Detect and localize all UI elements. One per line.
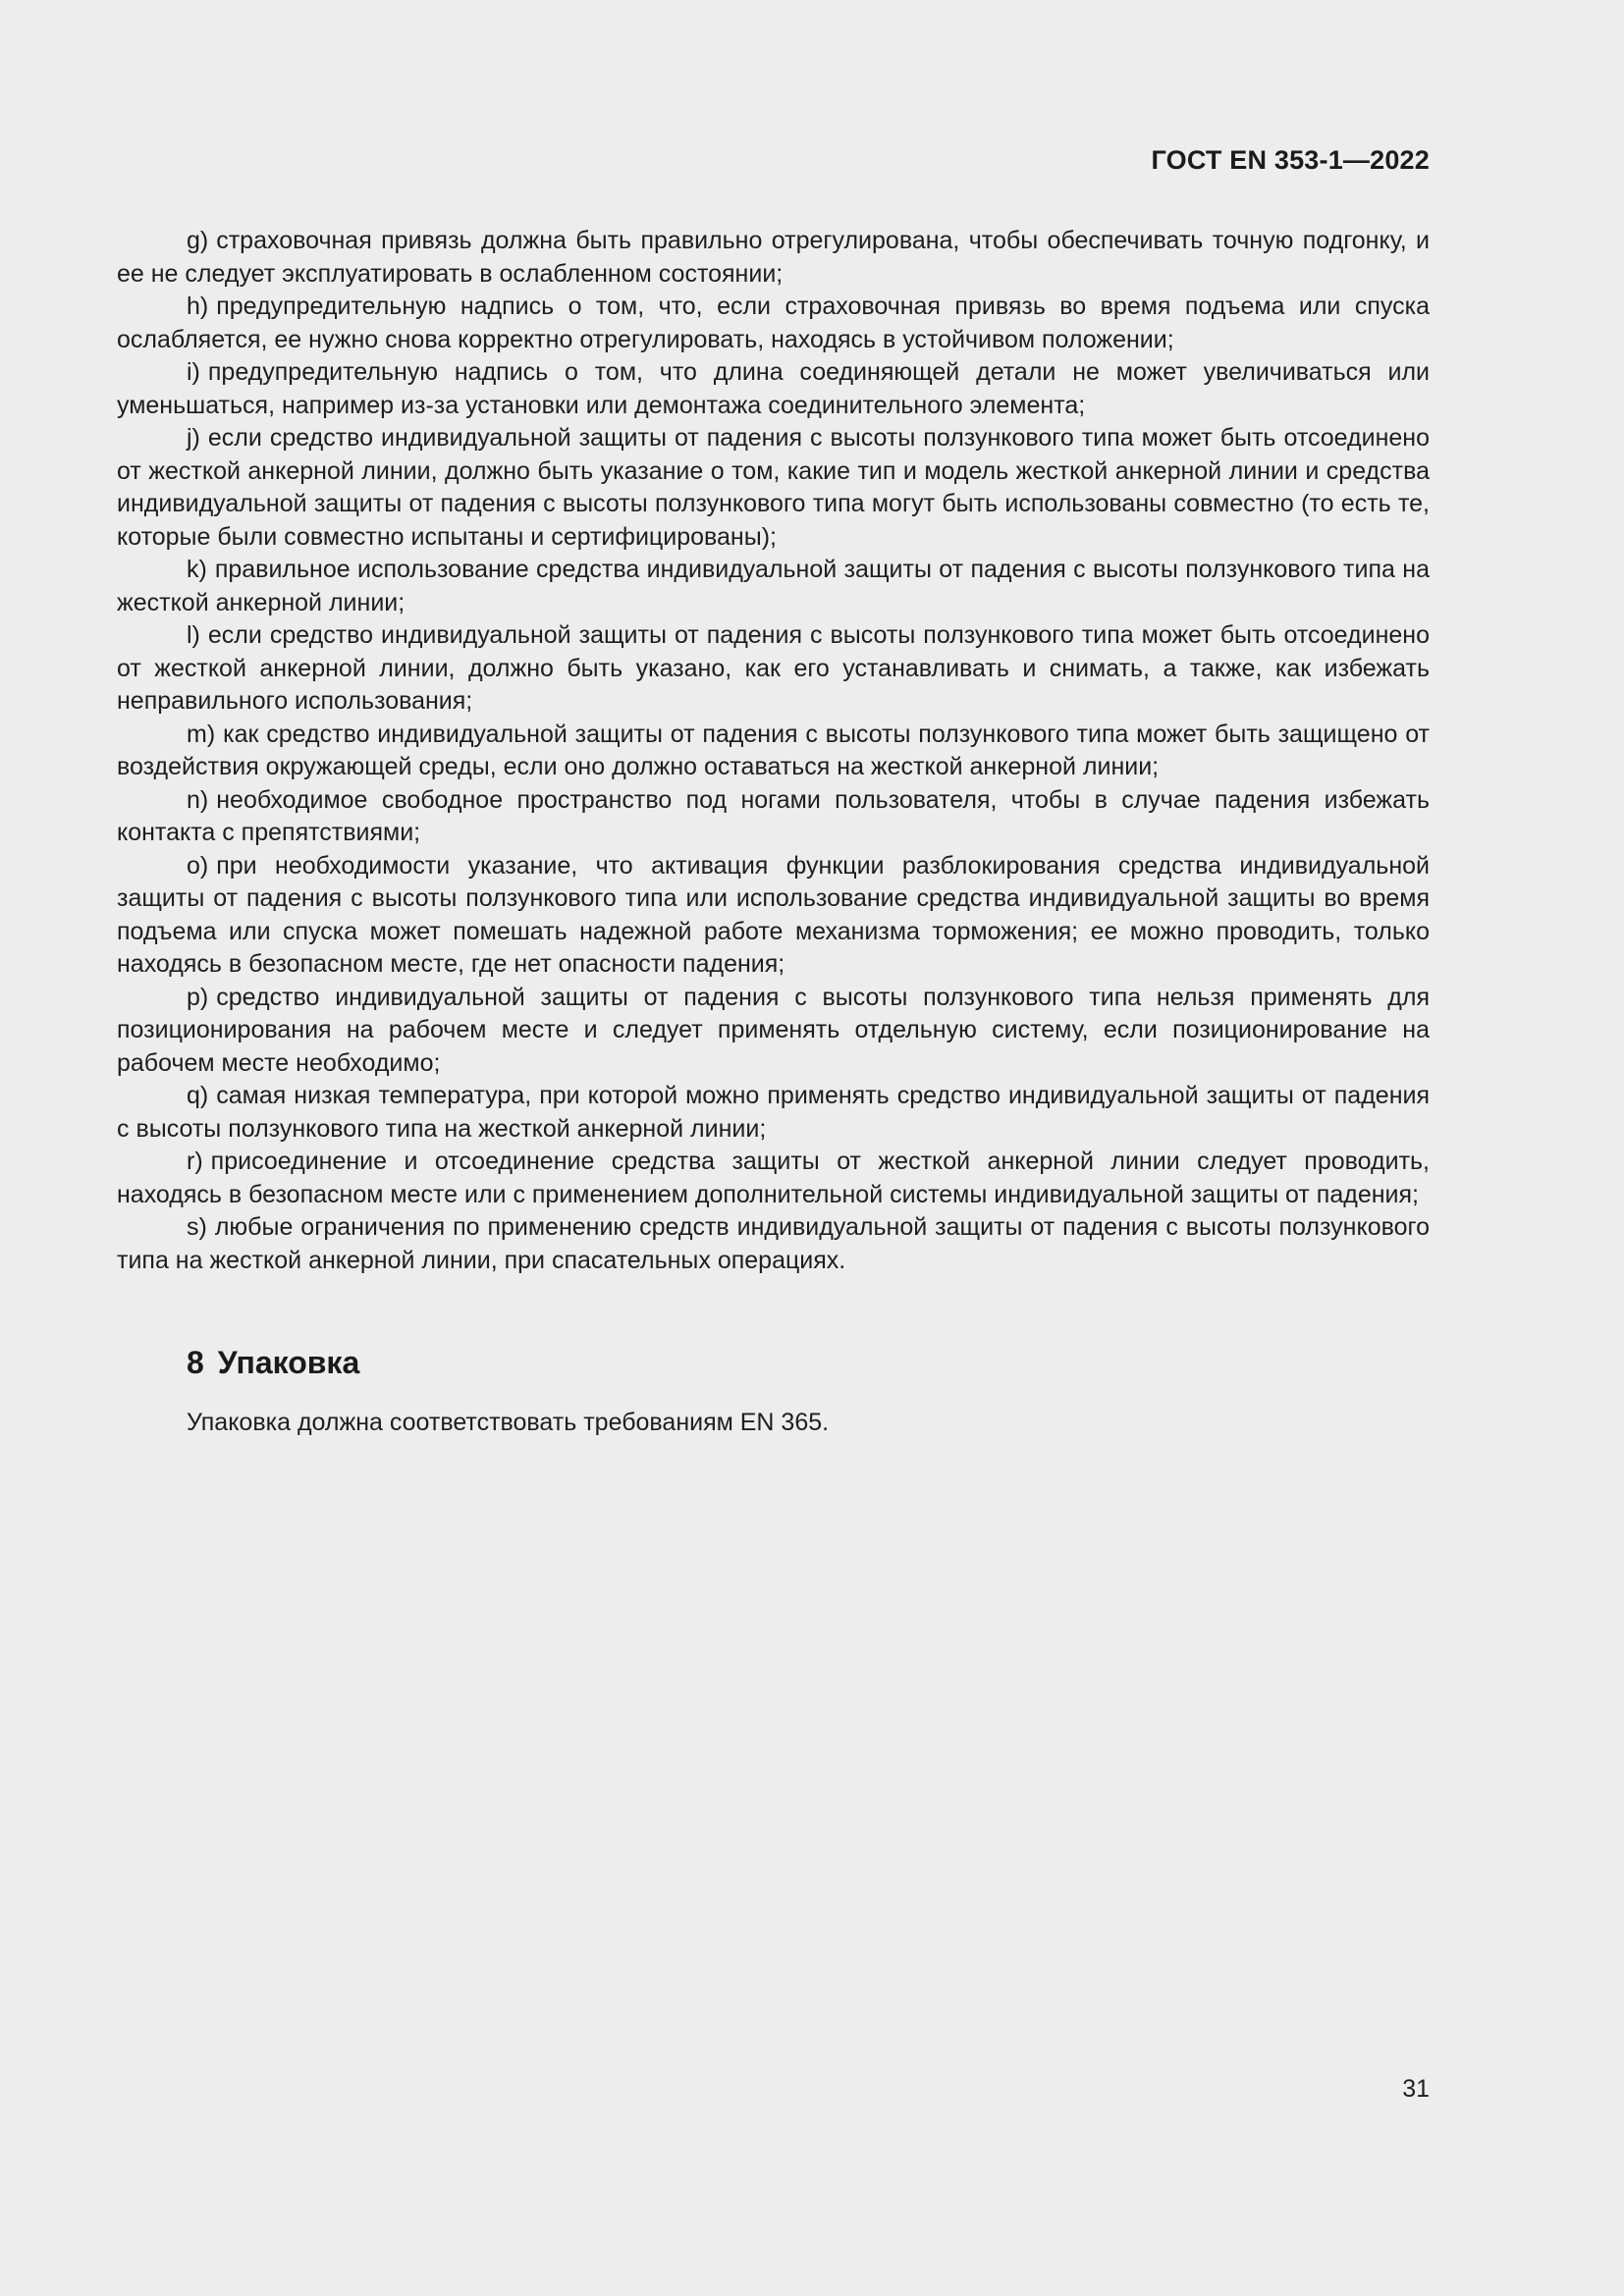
list-item-p <box>117 982 1430 1081</box>
list-item-text: средство индивидуальной защиты от падения с высоты ползункового типа нельзя применять для позиционирования на рабочем месте и следует применять отдельную систему, если позиционирование на рабочем месте необходимо; <box>117 983 1430 1077</box>
list-item-label: q) <box>187 1082 209 1109</box>
list-item-label: l) <box>187 621 200 649</box>
list-item-label: s) <box>187 1213 207 1241</box>
list-item-n <box>117 784 1430 850</box>
section-paragraph: Упаковка должна соответствовать требованиям EN 365. <box>187 1409 830 1436</box>
list-item-r <box>117 1146 1430 1211</box>
list-item-l <box>117 619 1430 719</box>
list-item-label: p) <box>187 983 209 1011</box>
list-item-text: необходимое свободное пространство под ногами пользователя, чтобы в случае падения избежать контакта с препятствиями; <box>117 785 1430 846</box>
list-item-text: присоединение и отсоединение средства защиты от жесткой анкерной линии следует проводить, находясь в безопасном месте или с применением дополнительной системы индивидуальной защиты от падения; <box>117 1148 1430 1208</box>
list-item-text: самая низкая температура, при которой можно применять средство индивидуальной защиты от падения с высоты ползункового типа на жесткой анкерной линии; <box>117 1082 1430 1143</box>
list-item-o <box>117 850 1430 982</box>
list-item-label: k) <box>187 556 207 583</box>
list-item-label: i) <box>187 358 200 386</box>
list-item-q <box>117 1080 1430 1146</box>
requirements-list <box>117 225 1430 1277</box>
list-item-text: если средство индивидуальной защиты от падения с высоты ползункового типа может быть отсоединено от жесткой анкерной линии, должно быть указано, как его устанавливать и снимать, а также, как избежать неправильного использования; <box>117 621 1430 715</box>
document-code-header: ГОСТ EN 353-1—2022 <box>1151 145 1430 175</box>
list-item-label: h) <box>187 293 209 320</box>
list-item-text: если средство индивидуальной защиты от падения с высоты ползункового типа может быть отсоединено от жесткой анкерной линии, должно быть указание о том, какие тип и модель жесткой анкерной линии и средства индивидуальной защиты от падения с высоты ползункового типа могут быть использованы совместно (то есть те, которые были совместно испытаны и сертифицированы); <box>117 424 1430 551</box>
list-item-label: m) <box>187 720 216 748</box>
list-item-m <box>117 719 1430 784</box>
list-item-label: o) <box>187 851 209 880</box>
list-item-j <box>117 422 1430 554</box>
list-item-text: предупредительную надпись о том, что длина соединяющей детали не может увеличиваться или уменьшаться, например из-за установки или демонтажа соединительного элемента; <box>117 358 1430 419</box>
list-item-label: g) <box>187 227 209 254</box>
list-item-s <box>117 1211 1430 1277</box>
list-item-label: r) <box>187 1148 203 1175</box>
list-item-text: как средство индивидуальной защиты от падения с высоты ползункового типа может быть защищено от воздействия окружающей среды, если оно должно оставаться на жесткой анкерной линии; <box>117 720 1430 780</box>
list-item-i <box>117 356 1430 422</box>
list-item-text: предупредительную надпись о том, что, если страховочная привязь во время подъема или спуска ослабляется, ее нужно снова корректно отрегулировать, находясь в устойчивом положении; <box>117 293 1430 353</box>
section-heading <box>187 1345 359 1381</box>
list-item-label: n) <box>187 785 209 814</box>
list-item-text: любые ограничения по применению средств индивидуальной защиты от падения с высоты ползункового типа на жесткой анкерной линии, при спасательных операциях. <box>117 1213 1430 1274</box>
page-number: 31 <box>1402 2075 1430 2103</box>
section-number: 8 <box>187 1345 204 1380</box>
list-item-k <box>117 554 1430 619</box>
list-item-g <box>117 225 1430 291</box>
section-title-text: Упаковка <box>217 1345 360 1380</box>
list-item-h <box>117 291 1430 356</box>
list-item-text: при необходимости указание, что активация функции разблокирования средства индивидуальной защиты от падения с высоты ползункового типа или использование средства индивидуальной защиты во время подъема или спуска может помешать надежной работе механизма торможения; ее можно проводить, только находясь в безопасном месте, где нет опасности падения; <box>117 851 1430 978</box>
list-item-label: j) <box>187 424 200 452</box>
list-item-text: правильное использование средства индивидуальной защиты от падения с высоты ползункового типа на жесткой анкерной линии; <box>117 556 1430 616</box>
list-item-text: страховочная привязь должна быть правильно отрегулирована, чтобы обеспечивать точную подгонку, и ее не следует эксплуатировать в ослабленном состоянии; <box>117 227 1430 288</box>
